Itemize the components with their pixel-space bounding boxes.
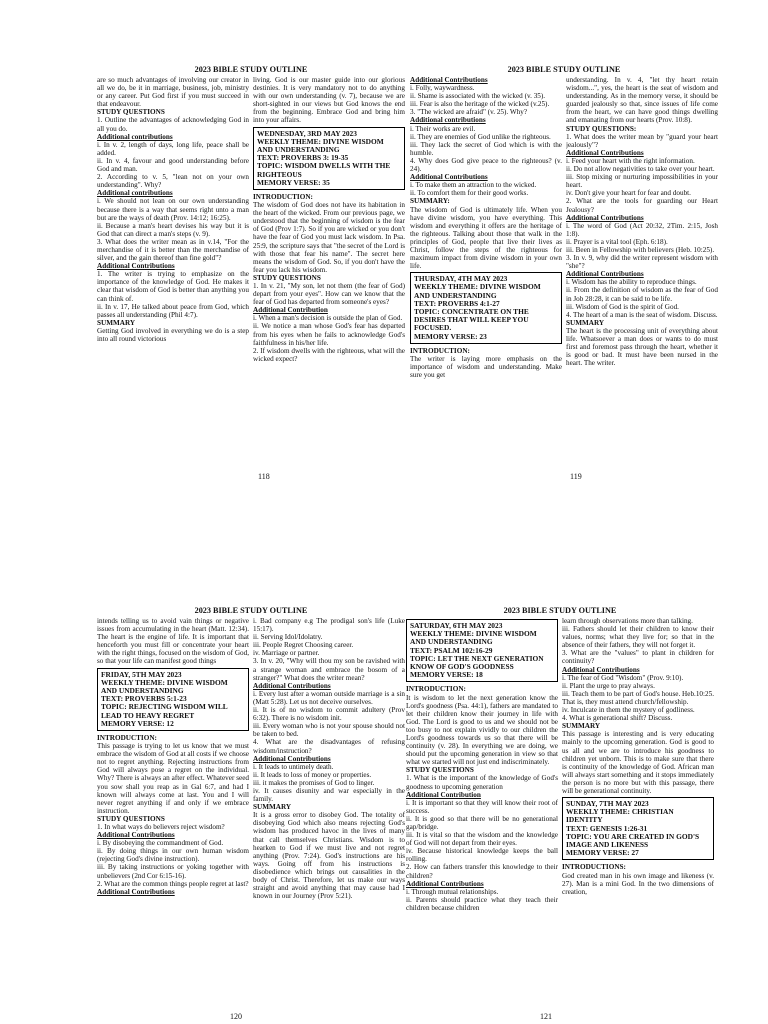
section-heading: Additional Contributions xyxy=(97,831,175,840)
lesson-header-line: MEMORY VERSE: 35 xyxy=(257,177,330,187)
paragraph: i. The word of God (Act 20:32, 2Tim. 2:15, Josh 1:8). xyxy=(566,221,718,238)
paragraph: iv. Inculcate in them the mystery of godliness. xyxy=(562,706,695,715)
lesson-header-line: WEEKLY THEME: DIVINE WISDOM AND UNDERSTANDING xyxy=(414,282,541,300)
paragraph: ii. Shame is associated with the wicked (v. 35). xyxy=(410,92,546,101)
paragraph: i. Folly, waywardness. xyxy=(410,84,475,93)
section-heading: Additional Contributions xyxy=(253,754,331,763)
page-number: 119 xyxy=(570,472,582,481)
lesson-header-box xyxy=(253,127,405,190)
column-right xyxy=(253,617,405,900)
paragraph: 1. In v. 21, "My son, let not them (the fear of God) depart from your eyes". How can we know that the fear of God has departed from someone's eyes? xyxy=(253,282,405,307)
paragraph: iii. Fathers should let their children to know their values, norms; what they live for; so that in the absence of their fathers, they will not forget it. xyxy=(562,625,714,650)
section-heading: Additional Contributions xyxy=(410,76,488,84)
paragraph: 1. What is the important of the knowledge of God's goodness to upcoming generation xyxy=(406,774,558,791)
section-heading: SUMMARY xyxy=(562,722,601,731)
page-121 xyxy=(406,606,714,912)
section-heading: SUMMARY xyxy=(97,318,136,327)
lesson-header-line: TOPIC: REJECTING WISDOM WILL LEAD TO HEAVY REGRET xyxy=(101,702,228,720)
paragraph: i. The fear of God "Wisdom" (Prov. 9:10). xyxy=(562,673,684,682)
page-118 xyxy=(97,65,405,363)
paragraph: ii. Prayer is a vital tool (Eph. 6:18). xyxy=(566,237,668,246)
paragraph: 2. According to v. 5, "lean not on your own understanding". Why? xyxy=(97,173,249,190)
paragraph: ii. From the definition of wisdom as the fear of God in Job 28:28, it can be said to be life. xyxy=(566,286,718,303)
section-heading: Additional contributions xyxy=(97,132,173,141)
paragraph: ii. It is good so that there will be no generational gap/bridge. xyxy=(406,814,558,832)
paragraph: 4. The heart of a man is the seat of wisdom. Discuss. xyxy=(566,310,718,319)
lesson-header-line: SUNDAY, 7TH MAY 2023 xyxy=(566,799,649,809)
paragraph: 4. What is generational shift? Discuss. xyxy=(562,714,673,723)
paragraph: i. In v. 2, length of days, long life, peace shall be added. xyxy=(97,140,249,157)
paragraph: 3. What does the writer mean as in v.14, "For the merchandise of it is better than the merchandise of silver, and the gain thereof than fine gold"? xyxy=(97,237,249,263)
paragraph: ii. By doing things in our own human wisdom (rejecting God's divine instruction). xyxy=(97,847,249,864)
paragraph: iii. Teach them to be part of God's house. Heb.10:25. That is, they must attend church/fellowship. xyxy=(562,689,714,706)
page-header: 2023 BIBLE STUDY OUTLINE xyxy=(503,606,617,615)
paragraph: The wisdom of God does not have its habitation in the heart of the wicked. From our previous page, we understood that the beginning of wisdom is the fear of God (Prov 1:7). So if you are wicked or you don't have the fear of God you must lack wisdom. In Psa. 25:9, the scripture says that "the secret of the Lord is with those that fear his name". The secret here means the wisdom of God. So, if you don't have the fear you lack his wisdom. xyxy=(253,201,405,274)
lesson-header-line: THURSDAY, 4TH MAY 2023 xyxy=(414,274,508,284)
section-heading: Additional Contributions xyxy=(97,262,175,271)
column-left xyxy=(406,617,558,912)
section-heading: SUMMARY: xyxy=(410,197,450,206)
paragraph: i. Through mutual relationships. xyxy=(406,887,499,896)
paragraph: ii. They are enemies of God unlike the righteous. xyxy=(410,132,551,141)
paragraph: 2. How can fathers transfer this knowledge to their children? xyxy=(406,863,558,880)
lesson-header-line: MEMORY VERSE: 23 xyxy=(414,331,487,341)
lesson-header-line: TEXT: PSALM 102:16-29 xyxy=(410,645,493,655)
section-heading: SUMMARY xyxy=(253,803,292,812)
column-right xyxy=(566,76,718,379)
paragraph: i. Their works are evil. xyxy=(410,124,476,133)
paragraph: ii. Because a man's heart devises his way but it is God that can direct a man's steps (v. 9). xyxy=(97,221,249,238)
section-heading: Additional Contribution xyxy=(406,790,481,799)
paragraph: 3. "The wicked are afraid" (v. 25). Why? xyxy=(410,108,528,117)
lesson-header-line: MEMORY VERSE: 27 xyxy=(566,848,639,858)
section-heading: STUDY QUESTIONS xyxy=(406,766,474,775)
section-heading: INTRODUCTION: xyxy=(406,685,466,694)
paragraph: 2. What are the tools for guarding our Heart Jealousy? xyxy=(566,197,718,214)
paragraph: i. Bad company e.g The prodigal son's life (Luke 15:17). xyxy=(253,617,405,634)
lesson-header-line: WEEKLY THEME: DIVINE WISDOM AND UNDERSTANDING xyxy=(410,629,537,647)
column-left xyxy=(97,76,249,363)
column-left xyxy=(97,617,249,900)
paragraph: intends telling us to avoid vain things or negative issues from accumulating in the heart (Matt. 12:34). The heart is the engine of life. It is important that henceforth you must fill or concentrate your heart with the right things, focused on the wisdom of God, so that your life can manifest good things xyxy=(97,617,249,666)
section-heading: STUDY QUESTIONS xyxy=(253,273,321,282)
section-heading: INTRODUCTION: xyxy=(410,346,470,355)
paragraph: 3. What are the "values" to plant in children for continuity? xyxy=(562,649,714,666)
lesson-header-line: TOPIC: YOU ARE CREATED IN GOD'S IMAGE AND LIKENESS xyxy=(566,831,700,850)
paragraph: iii. By taking instructions or yoking together with unbelievers (2nd Cor 6:15-16). xyxy=(97,863,249,880)
page-120 xyxy=(97,606,405,900)
lesson-header-line: FRIDAY, 5TH MAY 2023 xyxy=(101,669,182,679)
paragraph: i. Wisdom has the ability to reproduce things. xyxy=(566,278,697,287)
paragraph: 1. In what ways do believers reject wisdom? xyxy=(97,823,225,832)
paragraph: ii. We notice a man whose God's fear has departed from his eyes when he fails to acknowledge God's faithfulness in his/her life. xyxy=(253,322,405,347)
paragraph: i. Feed your heart with the right information. xyxy=(566,156,695,165)
lesson-header-line: MEMORY VERSE: 12 xyxy=(101,718,174,728)
section-heading: Additional contributions xyxy=(410,116,486,125)
paragraph: iii. People Regret Choosing career. xyxy=(253,641,354,650)
paragraph: living. God is our master guide into our glorious destinies. It is very mandatory not to do anything with our own understanding (v. 7), because we are short-sighted in our views but God knows the end from the beginning. Embrace God and bring him into your affairs. xyxy=(253,76,405,125)
paragraph: ii. Plant the urge to pray always. xyxy=(562,681,655,690)
column-right xyxy=(253,76,405,363)
paragraph: 2. What are the common things people regret at last? xyxy=(97,879,249,888)
section-heading: INTRODUCTION: xyxy=(253,192,313,201)
page-number: 121 xyxy=(540,1012,552,1021)
lesson-header-box xyxy=(406,619,558,682)
paragraph: understanding. In v. 4, "let thy heart retain wisdom...", yes, the heart is the seat of wisdom and understanding. As in the memory verse, it should be guarded jealously so that, since issues of life come from the heart, we can have good things dwelling and emanating from our hearts (Prov. 10:8). xyxy=(566,76,718,125)
paragraph: This passage is interesting and is very educating mainly to the upcoming generation. God is good to us all and we are to introduce his goodness to children yet unborn. This is to make sure that there is continuity of the knowledge of God. African man will always start something and it stops immediately the person is no more but with this passage, there will be generational continuity. xyxy=(562,730,714,795)
paragraph: iii. Stop mixing or nurturing impossibilities in your heart. xyxy=(566,173,718,190)
section-heading: Additional Contributions xyxy=(406,879,484,888)
paragraph: The writer is laying more emphasis on the importance of wisdom and understanding. Make sure you get xyxy=(410,354,562,380)
paragraph: 3. In v. 20, "Why will thou my son be ravished with a strange woman and embrace the bosom of a stranger?" What does the writer mean? xyxy=(253,657,405,682)
section-heading: Additional contributions xyxy=(97,189,173,198)
paragraph: ii. Serving Idol/Idolatry. xyxy=(253,633,323,642)
paragraph: 1. What does the writer mean by "guard your heart jealously"? xyxy=(566,132,718,149)
lesson-header-box xyxy=(562,797,714,860)
column-left xyxy=(410,76,562,379)
paragraph: iv. Don't give your heart for fear and doubt. xyxy=(566,189,691,198)
paragraph: i. When a man's decision is outside the plan of God. xyxy=(253,314,403,323)
paragraph: iii. They lack the secret of God which is with the humble. xyxy=(410,140,562,157)
paragraph: This passage is trying to let us know that we must embrace the wisdom of God at all costs if we choose not to regret anything. Rejecting instructions from God will always pose a regret on the individual. Why? There is always an after effect. Whatever seed you sow shall you reap as in Gal 6:7, and had I known will always come at last. You and I will never regret anything if and only if we embrace instruction. xyxy=(97,742,249,815)
paragraph: 1. Outline the advantages of acknowledging God in all you do. xyxy=(97,116,249,133)
lesson-header-line: WEEKLY THEME: DIVINE WISDOM AND UNDERSTANDING xyxy=(257,136,384,154)
section-heading: Additional Contributions xyxy=(410,173,488,182)
paragraph: The heart is the processing unit of everything about life. Whatsoever a man does or wants to do must first and foremost pass through the heart, whether it is good or bad. It must have been nursed in the heart. The writer. xyxy=(566,326,718,368)
section-heading: Additional Contributions xyxy=(566,270,644,279)
paragraph: i. We should not lean on our own understanding because there is a way that seems right unto a man but are the ways of death (Prov. 14:12; 16:25). xyxy=(97,197,249,222)
paragraph: Getting God involved in everything we do is a step into all round victorious xyxy=(97,326,249,343)
lesson-header-line: TEXT: GENESIS 1:26-31 xyxy=(566,823,648,833)
lesson-header-box xyxy=(410,272,562,344)
paragraph: i. By disobeying the commandment of God. xyxy=(97,839,224,848)
page-119 xyxy=(410,65,718,379)
paragraph: 1. The writer is trying to emphasize on the importance of the knowledge of God. He makes it clear that wisdom of God is better than anything you can think of. xyxy=(97,270,249,303)
paragraph: It is a gross error to disobey God. The totality of disobeying God which also means rejecting God's wisdom has produced havoc in the lives of many that call themselves Christians. Wisdom is to hearken to God if we must live and not regret anything (Prov. 7:24). God's instructions are his ways. Going off from his instructions is disobedience which brings out causalities in the body of Christ. Therefore, let us make our ways straight and avoid anything that may cause had I known in our Journey (Prov 5:21). xyxy=(253,811,405,901)
paragraph: 4. Why does God give peace to the righteous? (v. 24). xyxy=(410,156,562,174)
page-header: 2023 BIBLE STUDY OUTLINE xyxy=(194,65,308,74)
paragraph: iv. Because historical knowledge keeps the ball rolling. xyxy=(406,847,558,864)
paragraph: ii. In v. 17, He talked about peace from God, which passes all understanding (Phil 4:7). xyxy=(97,302,249,319)
paragraph: i. To make them an attraction to the wicked. xyxy=(410,181,537,190)
paragraph: are so much advantages of involving our creator in all we do, be it in marriage, business, job, ministry or any career. Put God first if you must succeed in that endeavour. xyxy=(97,76,249,109)
lesson-header-line: WEEKLY THEME: CHRISTIAN IDENTITY xyxy=(566,807,674,825)
section-heading: Additional Contributions xyxy=(562,665,640,674)
paragraph: iii. It is vital so that the wisdom and the knowledge of God will not depart from their eyes. xyxy=(406,831,558,848)
paragraph: ii. It leads to loss of money or properties. xyxy=(253,770,372,779)
paragraph: i. Every lust after a woman outside marriage is a sin (Matt 5:28). Let us not deceive ourselves. xyxy=(253,689,405,706)
lesson-header-line: WEEKLY THEME: DIVINE WISDOM AND UNDERSTANDING xyxy=(101,677,228,695)
section-heading: Additional Contributions xyxy=(566,148,644,157)
page-header: 2023 BIBLE STUDY OUTLINE xyxy=(194,606,308,615)
paragraph: The wisdom of God is ultimately life. When you have divine wisdom, you have everything. This wisdom and everything it offers are the heritage of the righteous. Talking about those that walk in the principles of God, people that live their lives as Christ, follow the steps of the righteous for maximum impact from divine wisdom in your own life. xyxy=(410,205,562,271)
paragraph: iii. Been in Fellowship with believers (Heb. 10:25). xyxy=(566,245,715,254)
paragraph: God created man in his own image and likeness (v. 27). Man is a mini God. In the two dimensions of creation, xyxy=(562,871,714,896)
paragraph: iii. Every woman who is not your spouse should not be taken to bed. xyxy=(253,722,405,739)
paragraph: ii. It is of no wisdom to commit adultery (Prov 6:32). There is no wisdom init. xyxy=(253,706,405,723)
section-heading: Additional Contributions xyxy=(253,681,331,690)
paragraph: ii. In v. 4, favour and good understanding before God and man. xyxy=(97,156,249,174)
page-number: 118 xyxy=(258,472,270,481)
paragraph: It is wisdom to let the next generation know the Lord's goodness (Psa. 44:1), fathers are mandated to let their children know their journey in life with God. The Lord is good to us and we should not be too busy to not explain vividly to our children the Lord's goodness towards us so that there will be continuity (v. 28). In everything we are doing, we should put the upcoming generation in view so that what we started will not just end indiscriminately. xyxy=(406,693,558,767)
lesson-header-line: MEMORY VERSE: 18 xyxy=(410,670,483,680)
lesson-header-line: TOPIC: LET THE NEXT GENERATION KNOW OF GOD'S GOODNESS xyxy=(410,653,544,672)
section-heading: Additional Contributions xyxy=(97,887,175,896)
lesson-header-line: WEDNESDAY, 3RD MAY 2023 xyxy=(257,128,357,138)
page-header: 2023 BIBLE STUDY OUTLINE xyxy=(507,65,621,74)
section-heading: Additional Contribution xyxy=(253,306,328,315)
paragraph: iii. it makes the promises of God to linger. xyxy=(253,778,375,787)
paragraph: iii. Wisdom of God is the spirit of God. xyxy=(566,302,679,311)
paragraph: 3. In v. 9, why did the writer represent wisdom with "she"? xyxy=(566,254,718,271)
paragraph: 2. If wisdom dwells with the righteous, what will the wicked expect? xyxy=(253,346,405,363)
section-heading: STUDY QUESTIONS xyxy=(97,108,165,117)
paragraph: learn through observations more than talking. xyxy=(562,617,693,625)
paragraph: iv. It causes disunity and war especially in the family. xyxy=(253,786,405,804)
section-heading: INTRODUCTION: xyxy=(97,733,157,742)
paragraph: i. It leads to untimely death. xyxy=(253,762,334,771)
lesson-header-box xyxy=(97,668,249,731)
lesson-header-line: TOPIC: WISDOM DWELLS WITH THE RIGHTEOUS xyxy=(257,161,391,179)
section-heading: INTRODUCTIONS: xyxy=(562,863,626,872)
lesson-header-line: SATURDAY, 6TH MAY 2023 xyxy=(410,621,503,630)
paragraph: iii. Fear is also the heritage of the wicked (v.25). xyxy=(410,100,550,109)
paragraph: iv. Marriage or partner. xyxy=(253,649,320,658)
section-heading: STUDY QUESTIONS xyxy=(97,814,165,823)
section-heading: STUDY QUESTIONS: xyxy=(566,124,637,133)
lesson-header-line: TEXT: PROVERBS 4:1-27 xyxy=(414,298,500,308)
lesson-header-line: TOPIC: CONCENTRATE ON THE DESIRES THAT WILL KEEP YOU FOCUSED. xyxy=(414,307,529,333)
paragraph: ii. Parents should practice what they teach their children because children xyxy=(406,895,558,912)
paragraph: ii. Do not allow negativities to take over your heart. xyxy=(566,165,715,174)
section-heading: SUMMARY xyxy=(566,318,605,327)
section-heading: Additional Contributions xyxy=(566,213,644,222)
lesson-header-line: TEXT: PROVERBS 3: 19-35 xyxy=(257,153,349,163)
column-right xyxy=(562,617,714,912)
page-number: 120 xyxy=(230,1012,242,1021)
lesson-header-line: TEXT: PROVERBS 5:1-23 xyxy=(101,694,187,704)
paragraph: 4. What are the disadvantages of refusing wisdom/instruction? xyxy=(253,738,405,755)
paragraph: i. It is important so that they will know their root of success. xyxy=(406,798,558,815)
paragraph: ii. To comfort them for their good works. xyxy=(410,189,529,198)
